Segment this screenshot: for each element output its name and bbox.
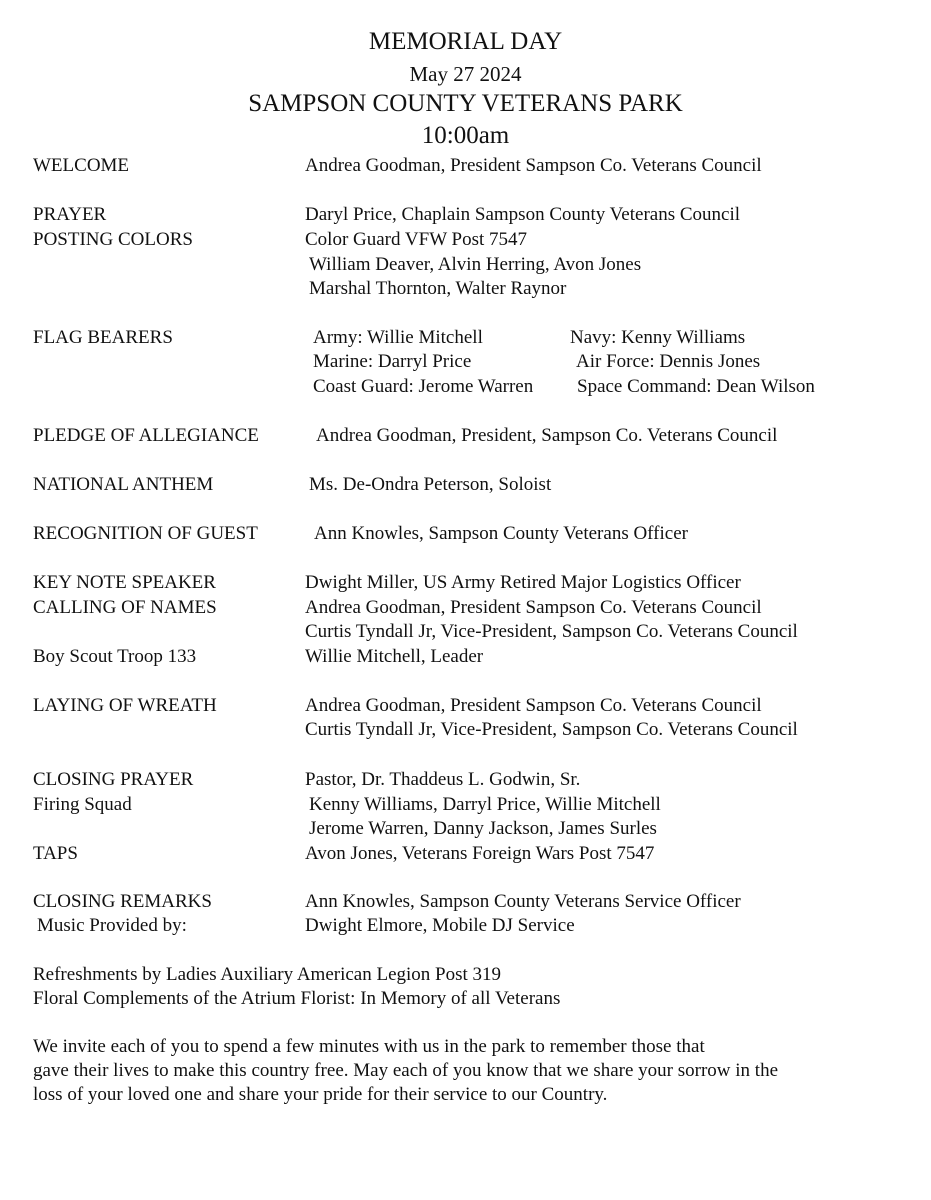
- closing-remarks-value: Ann Knowles, Sampson County Veterans Service Officer: [305, 891, 741, 912]
- pledge-value: Andrea Goodman, President, Sampson Co. Veterans Council: [316, 425, 778, 446]
- boy-scout-value: Willie Mitchell, Leader: [305, 646, 484, 667]
- calling-names-line: Andrea Goodman, President Sampson Co. Veterans Council: [305, 597, 762, 618]
- flag-bearer-right: Space Command: Dean Wilson: [577, 376, 815, 397]
- flag-bearer-left: Coast Guard: Jerome Warren: [313, 376, 534, 397]
- wreath-label: LAYING OF WREATH: [33, 695, 217, 716]
- page-title: MEMORIAL DAY: [368, 28, 563, 55]
- closing-remarks-label: CLOSING REMARKS: [33, 891, 212, 912]
- music-value: Dwight Elmore, Mobile DJ Service: [305, 915, 575, 936]
- boy-scout-label: Boy Scout Troop 133: [33, 646, 197, 667]
- flag-bearer-left: Army: Willie Mitchell: [313, 327, 483, 348]
- firing-squad-label: Firing Squad: [33, 794, 132, 815]
- firing-squad-line: Kenny Williams, Darryl Price, Willie Mitchell: [309, 794, 661, 815]
- taps-value: Avon Jones, Veterans Foreign Wars Post 7547: [305, 843, 655, 864]
- posting-colors-line: Color Guard VFW Post 7547: [305, 229, 528, 250]
- refreshments-note: Refreshments by Ladies Auxiliary American Legion Post 319: [33, 964, 502, 985]
- flag-bearers-label: FLAG BEARERS: [33, 327, 173, 348]
- event-time: 10:00am: [421, 122, 510, 149]
- keynote-value: Dwight Miller, US Army Retired Major Logistics Officer: [305, 572, 741, 593]
- floral-note: Floral Complements of the Atrium Florist: In Memory of all Veterans: [33, 988, 561, 1009]
- wreath-line: Andrea Goodman, President Sampson Co. Veterans Council: [305, 695, 762, 716]
- flag-bearer-right: Air Force: Dennis Jones: [576, 351, 761, 372]
- closing-prayer-label: CLOSING PRAYER: [33, 769, 194, 790]
- taps-label: TAPS: [33, 843, 78, 864]
- welcome-value: Andrea Goodman, President Sampson Co. Veterans Council: [305, 155, 762, 176]
- calling-names-label: CALLING OF NAMES: [33, 597, 217, 618]
- closing-paragraph-line: gave their lives to make this country free. May each of you know that we share your sorrow in the: [33, 1060, 778, 1081]
- posting-colors-line: William Deaver, Alvin Herring, Avon Jones: [309, 254, 642, 275]
- posting-colors-line: Marshal Thornton, Walter Raynor: [309, 278, 567, 299]
- firing-squad-line: Jerome Warren, Danny Jackson, James Surles: [309, 818, 657, 839]
- anthem-label: NATIONAL ANTHEM: [33, 474, 214, 495]
- prayer-value: Daryl Price, Chaplain Sampson County Veterans Council: [305, 204, 741, 225]
- posting-colors-label: POSTING COLORS: [33, 229, 193, 250]
- recognition-label: RECOGNITION OF GUEST: [33, 523, 258, 544]
- wreath-line: Curtis Tyndall Jr, Vice-President, Sampson Co. Veterans Council: [305, 719, 798, 740]
- calling-names-line: Curtis Tyndall Jr, Vice-President, Sampson Co. Veterans Council: [305, 621, 798, 642]
- closing-paragraph-line: We invite each of you to spend a few minutes with us in the park to remember those that: [33, 1036, 705, 1057]
- welcome-label: WELCOME: [33, 155, 130, 176]
- flag-bearer-right: Navy: Kenny Williams: [570, 327, 746, 348]
- event-location: SAMPSON COUNTY VETERANS PARK: [248, 90, 683, 117]
- prayer-label: PRAYER: [33, 204, 107, 225]
- closing-prayer-value: Pastor, Dr. Thaddeus L. Godwin, Sr.: [305, 769, 581, 790]
- keynote-label: KEY NOTE SPEAKER: [33, 572, 216, 593]
- closing-paragraph-line: loss of your loved one and share your pride for their service to our Country.: [33, 1084, 608, 1105]
- music-label: Music Provided by:: [37, 915, 187, 936]
- pledge-label: PLEDGE OF ALLEGIANCE: [33, 425, 259, 446]
- anthem-value: Ms. De-Ondra Peterson, Soloist: [309, 474, 552, 495]
- flag-bearer-left: Marine: Darryl Price: [313, 351, 472, 372]
- recognition-value: Ann Knowles, Sampson County Veterans Officer: [314, 523, 688, 544]
- event-date: May 27 2024: [409, 62, 522, 86]
